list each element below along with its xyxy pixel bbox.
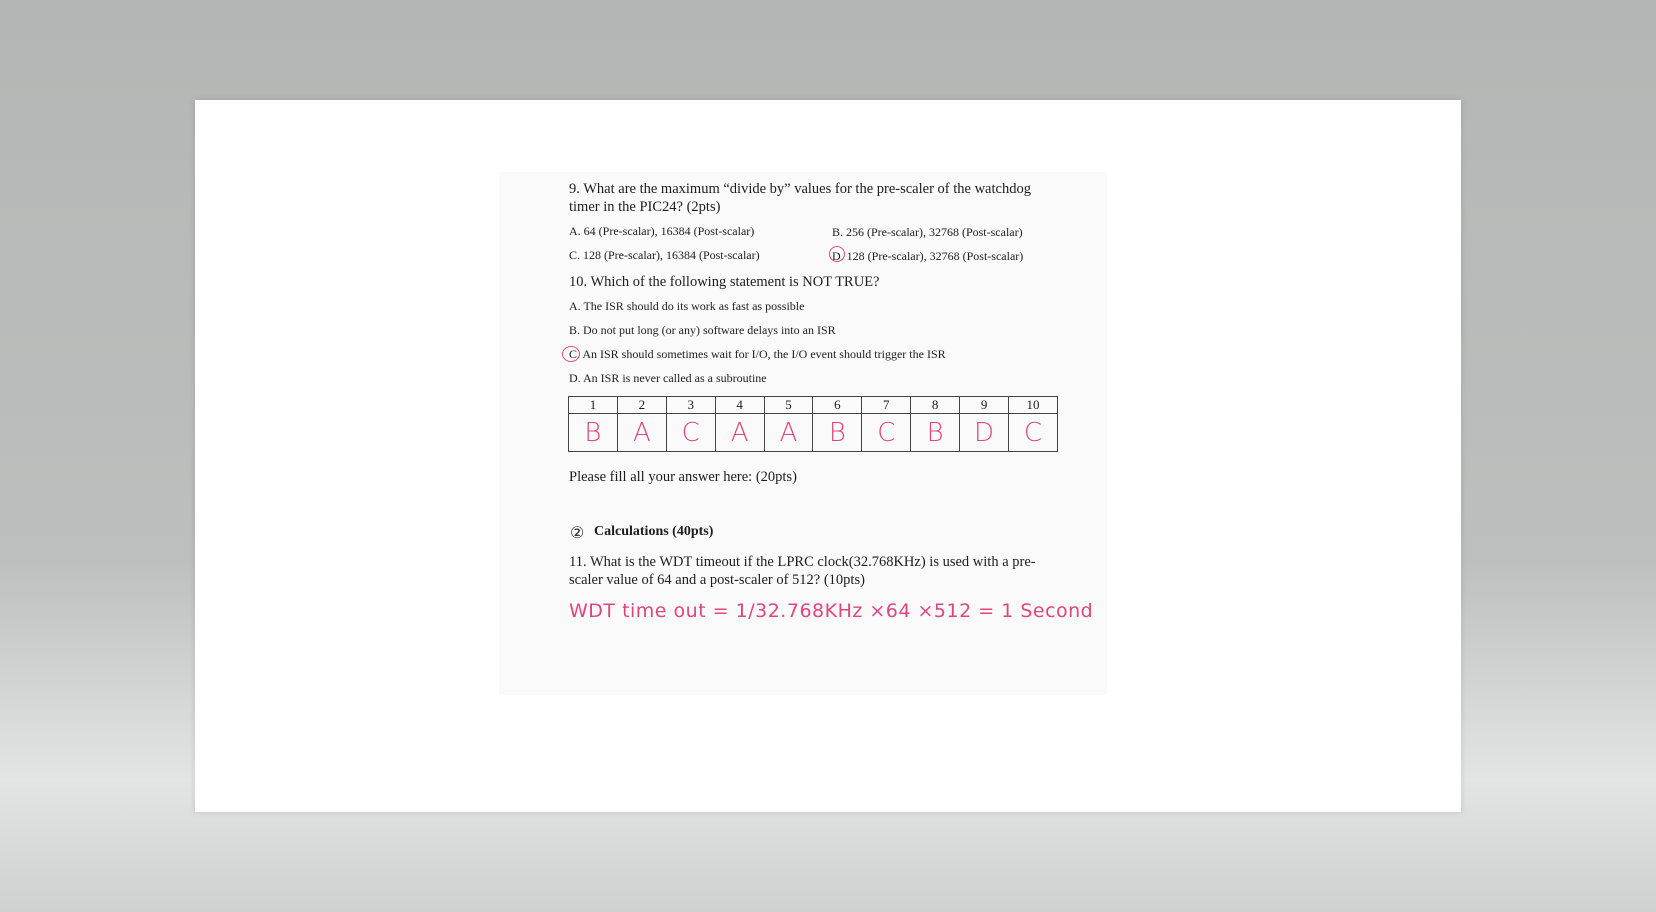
answer-table xyxy=(568,396,1058,452)
handwritten-answer-cell: C xyxy=(862,414,911,452)
question-number-cell: 2 xyxy=(617,397,666,414)
q10-text: 10. Which of the following statement is NOT TRUE? xyxy=(569,274,880,290)
slide-page xyxy=(195,100,1461,812)
question-number-cell: 1 xyxy=(569,397,618,414)
handwritten-answer-cell: C xyxy=(1009,414,1058,452)
q9-option-a: A. 64 (Pre-scalar), 16384 (Post-scalar) xyxy=(569,224,755,238)
handwritten-answer-cell: B xyxy=(569,414,618,452)
handwritten-answer-cell: D xyxy=(960,414,1009,452)
question-number-cell: 8 xyxy=(911,397,960,414)
q10-option-b: B. Do not put long (or any) software delays into an ISR xyxy=(569,323,836,337)
question-number-cell: 4 xyxy=(715,397,764,414)
q9-option-d: D. 128 (Pre-scalar), 32768 (Post-scalar) xyxy=(832,249,1024,263)
q9-option-b: B. 256 (Pre-scalar), 32768 (Post-scalar) xyxy=(832,225,1023,239)
q11-text-line2: scaler value of 64 and a post-scaler of 512? (10pts) xyxy=(569,572,865,588)
handwritten-answer-cell: A xyxy=(715,414,764,452)
q11-handwritten-answer: WDT time out = 1/32.768KHz ×64 ×512 = 1 Second xyxy=(569,600,1094,622)
q10-option-c: C. An ISR should sometimes wait for I/O, the I/O event should trigger the ISR xyxy=(569,347,946,361)
handwritten-answer-cell: C xyxy=(666,414,715,452)
question-number-cell: 5 xyxy=(764,397,813,414)
section-title: Calculations (40pts) xyxy=(594,524,714,539)
scanned-exam-page xyxy=(499,172,1107,695)
q10-option-a: A. The ISR should do its work as fast as possible xyxy=(569,299,805,313)
q10-answer-circle xyxy=(562,346,580,362)
answer-table-answer-row xyxy=(569,414,1058,452)
answer-table-number-row xyxy=(569,397,1058,414)
q9-answer-circle xyxy=(829,246,845,262)
q9-option-c: C. 128 (Pre-scalar), 16384 (Post-scalar) xyxy=(569,248,760,262)
handwritten-answer-cell: B xyxy=(911,414,960,452)
q9-text-line1: 9. What are the maximum “divide by” values for the pre-scaler of the watchdog xyxy=(569,181,1031,197)
question-number-cell: 7 xyxy=(862,397,911,414)
q9-text-line2: timer in the PIC24? (2pts) xyxy=(569,199,721,215)
question-number-cell: 9 xyxy=(960,397,1009,414)
handwritten-answer-cell: A xyxy=(617,414,666,452)
question-number-cell: 6 xyxy=(813,397,862,414)
fill-instruction: Please fill all your answer here: (20pts) xyxy=(569,469,797,485)
handwritten-answer-cell: A xyxy=(764,414,813,452)
handwritten-answer-cell: B xyxy=(813,414,862,452)
question-number-cell: 3 xyxy=(666,397,715,414)
question-number-cell: 10 xyxy=(1009,397,1058,414)
q11-text-line1: 11. What is the WDT timeout if the LPRC clock(32.768KHz) is used with a pre- xyxy=(569,554,1036,570)
section-number: ② xyxy=(570,525,585,542)
q10-option-d: D. An ISR is never called as a subroutine xyxy=(569,371,767,385)
